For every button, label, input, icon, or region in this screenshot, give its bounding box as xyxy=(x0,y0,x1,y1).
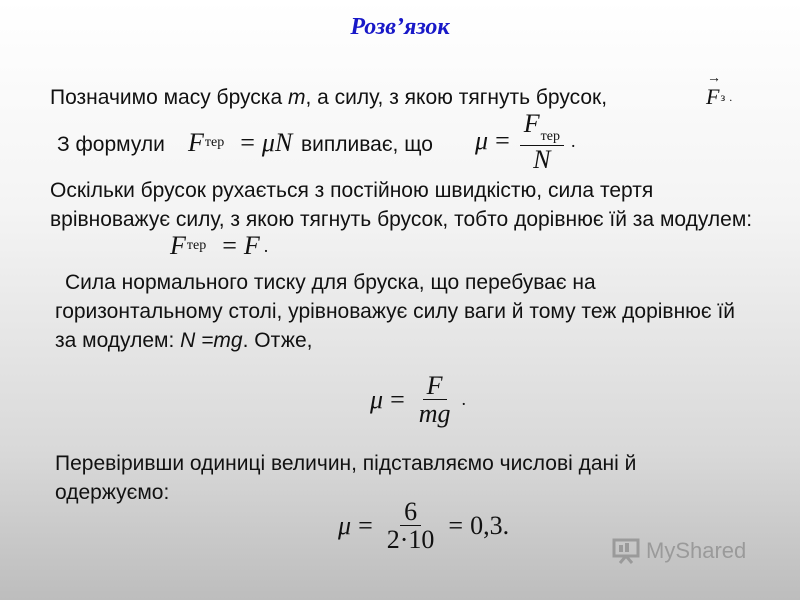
friction-sub: тер xyxy=(186,238,207,253)
fraction-numerator: 6 xyxy=(400,498,421,526)
force-letter: F xyxy=(706,84,720,109)
equals-sign: = xyxy=(390,384,405,414)
equals-sign: = xyxy=(240,128,255,157)
equals-sign: = xyxy=(448,510,464,540)
mu-symbol: μ xyxy=(338,510,352,540)
presentation-board-icon xyxy=(612,538,640,564)
formula-intro-suffix: випливає, що xyxy=(301,133,433,156)
fraction-denominator: N xyxy=(533,144,551,174)
result-formula xyxy=(338,498,509,554)
watermark-logo xyxy=(612,538,746,564)
pull-force: F xyxy=(243,231,260,260)
watermark-text: MyShared xyxy=(646,538,747,563)
equals-sign: = xyxy=(222,231,237,260)
formula-dot: . xyxy=(263,235,269,256)
intro-line xyxy=(50,86,607,110)
paragraph-equilibrium: Оскільки брусок рухається з постійною швидкістю, сила тертя врівноважує силу, з якою тягнуть брусок, тобто дорівнює їй за модулем: xyxy=(50,179,753,231)
friction-F: F xyxy=(170,231,186,260)
fraction xyxy=(415,372,455,428)
fraction-numerator: F xyxy=(523,109,540,138)
fraction xyxy=(520,110,564,173)
fraction-denominator: mg xyxy=(418,399,451,429)
friction-F: F xyxy=(188,128,204,157)
intro-text: Позначимо масу бруска xyxy=(50,86,283,109)
fraction-denominator: 2·10 xyxy=(386,525,435,555)
paragraph-normal-force xyxy=(55,268,745,355)
formula-intro-prefix: З формули xyxy=(57,133,165,156)
friction-sub: тер xyxy=(204,135,225,150)
page-title: Розв’язок xyxy=(350,14,450,40)
mu-formula-1 xyxy=(475,110,575,173)
mu-symbol: μ xyxy=(370,384,384,414)
equals-sign: = xyxy=(495,126,510,156)
mu-formula-2 xyxy=(370,372,466,428)
force-subscript: з xyxy=(720,89,726,104)
vector-arrow-icon: → xyxy=(707,71,721,86)
result-value: 0,3. xyxy=(470,510,510,540)
formula-dot: . xyxy=(570,130,576,151)
fraction xyxy=(383,498,439,554)
paragraph-substitution: Перевіривши одиниці величин, підставляємо числові дані й одержуємо: xyxy=(55,452,637,504)
fraction-numerator-sub: тер xyxy=(540,129,560,144)
normal-force: N xyxy=(274,128,293,157)
equals-sign: = xyxy=(358,510,373,540)
mu-symbol: μ xyxy=(261,128,275,157)
friction-formula xyxy=(188,128,292,158)
mass-variable: m xyxy=(287,86,306,109)
formula-dot: . xyxy=(461,389,467,410)
normal-force-equation: N =mg xyxy=(180,329,243,352)
intro-text-mid: , а силу, з якою тягнуть брусок, xyxy=(305,86,608,109)
fraction-numerator: F xyxy=(423,372,447,400)
friction-equals-force-formula xyxy=(170,231,268,261)
paragraph-normal-force-end: . Отже, xyxy=(242,329,313,352)
force-symbol: → F з . xyxy=(706,71,733,109)
paragraph-normal-force-text: Сила нормального тиску для бруска, що перебуває на горизонтальному столі, урівноважує силу ваги й тому теж дорівнює їй за модулем: xyxy=(55,271,736,352)
mu-symbol: μ xyxy=(475,126,489,156)
